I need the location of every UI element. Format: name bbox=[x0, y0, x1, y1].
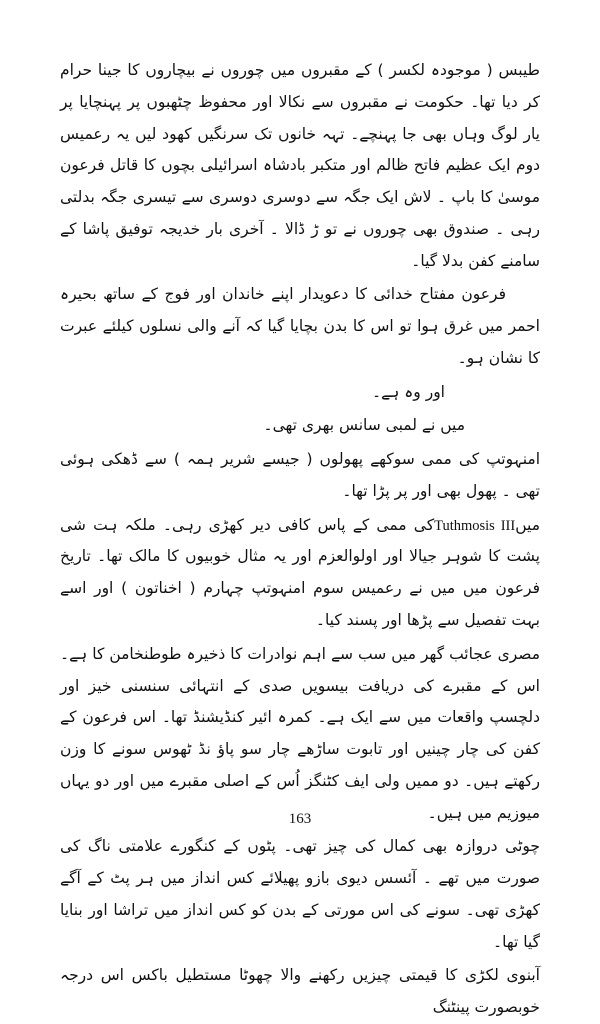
paragraph-6 bbox=[60, 510, 540, 637]
paragraph-1: طیبس ( موجودہ لکسر ) کے مقبروں میں چوروں نے بیچاروں کا جینا حرام کر دیا تھا۔ حکومت نے مقبروں سے نکالا اور محفوظ چٹھبوں پر پہنچایا پر یار لوگ وہاں بھی جا پہنچے۔ تہہ خانوں تک سرنگیں کھود لیں یہ رعمیس دوم ایک عظیم فاتح ظالم اور متکبر بادشاہ اسرائیلی بچوں کا قاتل فرعون موسیٰ کا باپ ۔ لاش ایک جگہ سے دوسری دوسری سے تیسری جگہ بدلتی رہی ۔ صندوق بھی چوروں نے تو ڑ ڈالا ۔ آخری بار خدیجہ توفیق پاشا کے سامنے کفن بدلا گیا۔ bbox=[60, 61, 540, 270]
paragraph-3: اور وہ ہے۔ bbox=[372, 382, 445, 401]
paragraph-6-text-before: میں bbox=[515, 515, 540, 534]
page-body bbox=[60, 55, 540, 1024]
paragraph-6-text-after: کی ممی کے پاس کافی دیر کھڑی رہی۔ ملکہ ہت شی پشت کا شوہر جیالا اور اولوالعزم اور یہ مثال خوبیوں کا مالک تھا۔ تاریخ فرعون میں میں نے رعمیس سوم امنہوتپ چہارم ( اخناتون ) اور اسے بہت تفصیل سے پڑھا اور پسند کیا۔ bbox=[60, 515, 540, 630]
paragraph-7: مصری عجائب گھر میں سب سے اہم نوادرات کا ذخیرہ طوطنخامن کا ہے۔ اس کے مقبرے کی دریافت بیسویں صدی کے انتہائی سنسنی خیز اور دلچسپ واقعات میں سے ایک ہے۔ کمرہ ائیر کنڈیشنڈ تھا۔ اس فرعون کے کفن کی چار چینیں اور تابوت ساڑھے چار سو پاؤ نڈ ٹھوس سونے کا وزن رکھتے ہیں۔ دو ممیں ولی ایف کٹنگز اُس کے اصلی مقبرے میں اور دو یہاں میوزیم میں ہیں۔ bbox=[60, 644, 540, 822]
paragraph-9: آبنوی لکڑی کا قیمتی چیزیں رکھنے والا چھوٹا مستطیل باکس اس درجہ خوبصورت پینٹنگ bbox=[60, 966, 540, 1017]
paragraph-2: فرعون مفتاح خدائی کا دعویدار اپنے خاندان اور فوج کے ساتھ بحیرہ احمر میں غرق ہوا تو اس کا بدن بچایا گیا کہ آنے والی نسلوں کیلئے عبرت کا نشان ہو۔ bbox=[60, 285, 540, 367]
paragraph-4: میں نے لمبی سانس بھری تھی۔ bbox=[263, 416, 465, 435]
pharaoh-name-latin: Tuthmosis III bbox=[434, 517, 516, 534]
paragraph-8: چوٹی دروازہ بھی کمال کی چیز تھی۔ پٹوں کے کنگورے علامتی ناگ کی صورت میں تھے ۔ آئسس دیوی بازو پھیلائے کس انداز میں ہر پٹ کے آگے کھڑی تھی۔ سونے کی اس مورتی کے بدن کو کس انداز میں تراشا اور بنایا گیا تھا۔ bbox=[60, 837, 540, 951]
paragraph-5: امنہوتپ کی ممی سوکھے پھولوں ( جیسے شریر ہمہ ) سے ڈھکی ہوئی تھی ۔ پھول بھی اور پر پڑا تھا۔ bbox=[60, 450, 540, 500]
page-number: 163 bbox=[288, 811, 312, 827]
